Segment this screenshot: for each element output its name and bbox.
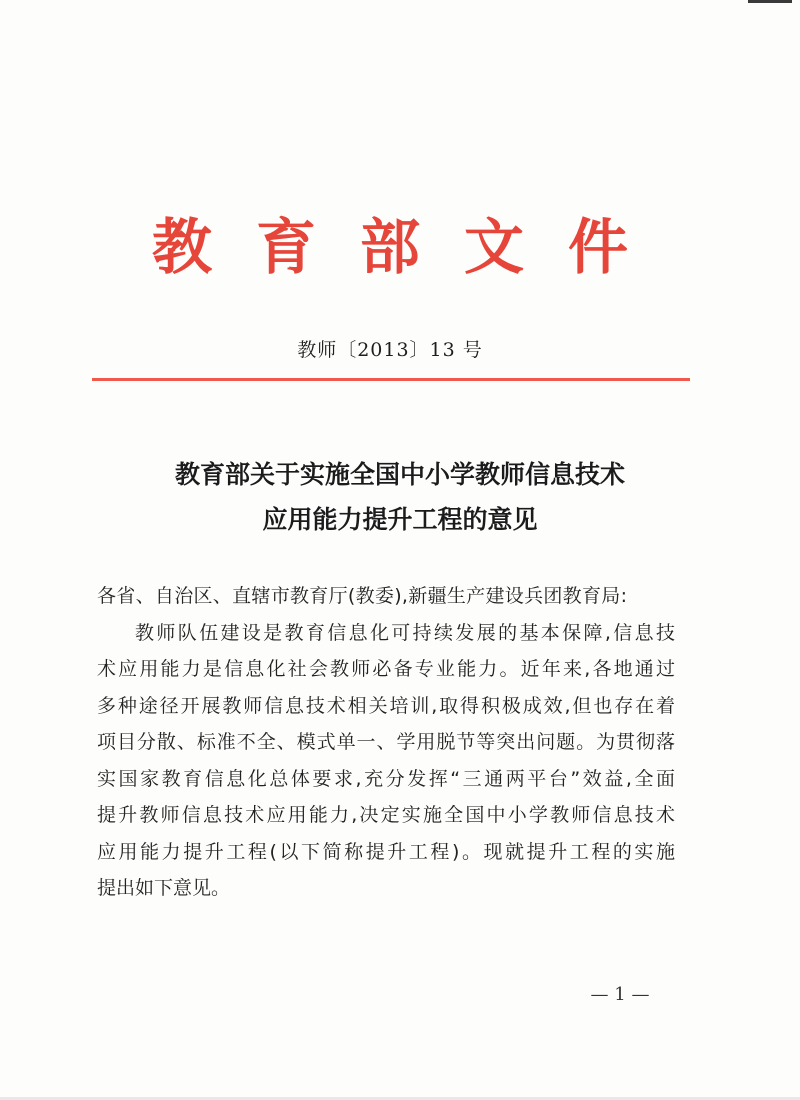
document-title: [90, 452, 710, 542]
masthead-char: 件: [568, 213, 628, 283]
title-line-1: 教育部关于实施全国中小学教师信息技术: [174, 460, 625, 489]
paragraph-line: 术应用能力是信息化社会教师必备专业能力。近年来,各地通过: [97, 658, 675, 680]
paragraph-line: 实国家教育信息化总体要求,充分发挥“三通两平台”效益,全面: [97, 767, 675, 790]
masthead: [90, 208, 690, 288]
masthead-char: 部: [360, 213, 420, 283]
salutation: 各省、自治区、直辖市教育厅(教委),新疆生产建设兵团教育局:: [97, 585, 628, 607]
document-body: [97, 578, 675, 907]
paragraph-line: 应用能力提升工程(以下简称提升工程)。现就提升工程的实施: [97, 840, 675, 863]
title-line-2: 应用能力提升工程的意见: [262, 505, 538, 534]
paragraph-line: 多种途径开展教师信息技术相关培训,取得积极成效,但也存在着: [97, 694, 675, 717]
page-number: — 1 —: [590, 984, 650, 1005]
masthead-char: 育: [256, 213, 316, 283]
red-divider-rule: [92, 378, 690, 381]
paragraph-line: 提升教师信息技术应用能力,决定实施全国中小学教师信息技术: [97, 804, 675, 826]
masthead-char: 文: [464, 213, 524, 283]
masthead-char: 教: [152, 213, 212, 283]
scan-edge-mark: [748, 0, 792, 3]
document-number: 教师〔2013〕13 号: [297, 339, 483, 361]
paragraph-line: 项目分散、标准不全、模式单一、学用脱节等突出问题。为贯彻落: [97, 731, 675, 753]
paragraph-line: 教师队伍建设是教育信息化可持续发展的基本保障,信息技: [135, 621, 675, 644]
paragraph-line: 提出如下意见。: [97, 877, 231, 899]
